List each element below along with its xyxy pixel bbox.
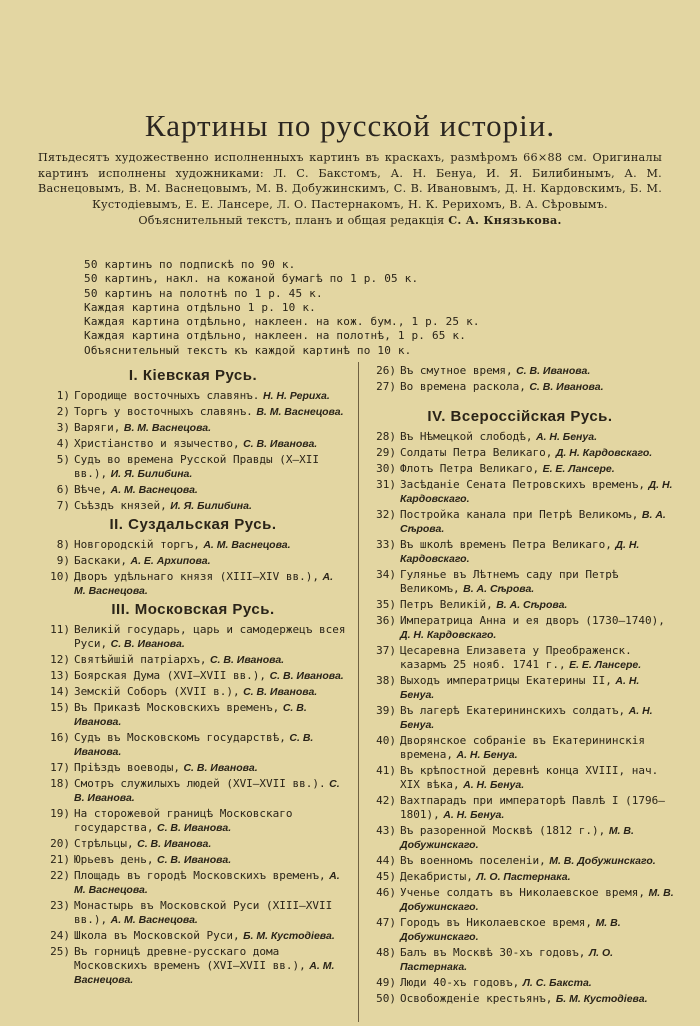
item-number: 33) [376, 538, 396, 551]
list-item [40, 453, 346, 481]
item-author: С. В. Иванова. [74, 702, 307, 728]
item-author: А. Н. Бенуа. [535, 431, 597, 443]
item-author: В. М. Васнецова. [123, 422, 212, 434]
list-item [366, 446, 674, 460]
item-number: 28) [376, 430, 396, 443]
section-list [40, 623, 346, 987]
item-number: 38) [376, 674, 396, 687]
item-author: Н. Н. Рериха. [262, 390, 330, 402]
item-body [74, 669, 346, 683]
item-number: 34) [376, 568, 396, 581]
item-number: 41) [376, 764, 396, 777]
list-item [40, 869, 346, 897]
item-title: Въ лагерѣ Екатерининскихъ солдатъ, [400, 704, 626, 717]
item-author: А. Н. Бенуа. [400, 675, 640, 701]
item-number: 32) [376, 508, 396, 521]
item-body [74, 853, 346, 867]
item-title: На сторожевой границѣ Московскаго государства, [74, 807, 293, 834]
item-title: Декабристы, [400, 870, 473, 883]
list-item [366, 794, 674, 822]
list-item [366, 976, 674, 990]
item-body [400, 946, 674, 974]
item-author: М. В. Добужинскаго. [400, 887, 674, 913]
item-author: С. В. Иванова. [529, 381, 604, 393]
item-author: С. В. Иванова. [183, 762, 258, 774]
price-line: Объяснительный текстъ къ каждой картинѣ по 10 к. [84, 343, 412, 357]
item-number: 26) [376, 364, 396, 377]
item-number: 45) [376, 870, 396, 883]
item-author: А. М. Васнецова. [74, 870, 340, 896]
list-item [40, 405, 346, 419]
item-title: Святѣйшій патріархъ, [74, 653, 207, 666]
item-title: Люди 40-хъ годовъ, [400, 976, 520, 989]
item-number: 31) [376, 478, 396, 491]
item-number: 29) [376, 446, 396, 459]
item-number: 35) [376, 598, 396, 611]
item-title: Школа въ Московской Руси, [74, 929, 240, 942]
right-column [366, 364, 674, 1008]
item-title: Стрѣльцы, [74, 837, 134, 850]
item-body [400, 568, 674, 596]
item-title: Баскаки, [74, 554, 127, 567]
item-author: А. М. Васнецова. [74, 571, 334, 597]
intro-text: Пятьдесятъ художественно исполненныхъ картинъ въ краскахъ, размѣромъ 66×88 см. Оригиналы картинъ исполнены художниками: Л. С. Бакстомъ, А. Н. Бенуа, И. Я. Билибинымъ, А. М. Васнецовымъ, В. М. Васнецовымъ, М. В. Добужинскимъ, С. В. Ивановымъ, Д. Н. Кардовскимъ, Б. М. Кустодiевымъ, Е. Е. Лансере, Л. О. Пастернакомъ, Н. К. Рерихомъ, В. А. Сѣровымъ. [38, 151, 662, 211]
section-title: I. Кіевская Русь. [128, 367, 258, 384]
item-body [400, 704, 674, 732]
item-author: Д. Н. Кардовскаго. [400, 479, 673, 505]
item-author: М. В. Добужинскаго. [400, 917, 621, 943]
item-number: 49) [376, 976, 396, 989]
item-body [400, 976, 674, 990]
list-item [40, 499, 346, 513]
item-author: И. Я. Билибина. [110, 468, 193, 480]
list-item [366, 380, 674, 394]
list-item [40, 437, 346, 451]
item-body [400, 870, 674, 884]
list-item [40, 945, 346, 987]
list-item [40, 669, 346, 683]
list-item [40, 929, 346, 943]
item-body [400, 824, 674, 852]
section-list [366, 364, 674, 394]
item-body [400, 764, 674, 792]
intro-block [38, 150, 662, 229]
list-item [40, 807, 346, 835]
editorial-line [38, 213, 662, 229]
price-line: Каждая картина отдѣльно, наклеен. на кож. бум., 1 р. 25 к. [84, 315, 480, 329]
item-title: Смотръ служилыхъ людей (XVI—XVII вв.). [74, 777, 326, 790]
item-author: Л. С. Бакста. [522, 977, 592, 989]
item-title: Дворъ удѣльнаго князя (XIII—XIV вв.), [74, 570, 320, 583]
item-body [74, 483, 346, 497]
item-author: С. В. Иванова. [516, 365, 591, 377]
item-author: М. В. Добужинскаго. [549, 855, 656, 867]
item-author: Е. Е. Лансере. [569, 659, 642, 671]
list-item [40, 701, 346, 729]
list-item [40, 538, 346, 552]
list-item [366, 462, 674, 476]
item-title: Цесаревна Елизавета у Преображенск. казармъ 25 нояб. 1741 г., [400, 644, 632, 671]
item-body [400, 462, 674, 476]
item-author: Д. Н. Кардовскаго. [400, 629, 497, 641]
item-title: Христіанство и язычество, [74, 437, 240, 450]
item-number: 27) [376, 380, 396, 393]
list-item [366, 644, 674, 672]
item-author: В. А. Сѣрова. [400, 509, 666, 535]
item-author: С. В. Иванова. [243, 438, 318, 450]
price-list [84, 258, 564, 358]
item-title: Вахтпарадъ при императорѣ Павлѣ I (1796—1801), [400, 794, 665, 821]
item-title: Судъ въ Московскомъ государствѣ, [74, 731, 286, 744]
section-list [40, 538, 346, 598]
item-title: Гулянье въ Лѣтнемъ саду при Петрѣ Великомъ, [400, 568, 619, 595]
item-number: 22) [50, 869, 70, 882]
item-author: А. Н. Бенуа. [463, 779, 525, 791]
item-number: 23) [50, 899, 70, 912]
list-item [40, 421, 346, 435]
list-item [40, 389, 346, 403]
item-number: 24) [50, 929, 70, 942]
item-body [74, 554, 346, 568]
list-item [366, 508, 674, 536]
list-item [366, 598, 674, 612]
item-body [400, 430, 674, 444]
item-body [400, 992, 674, 1006]
editor-name: С. А. Князькова. [448, 213, 562, 228]
item-body [400, 380, 674, 394]
page-title: Картины по русской исторiи. [144, 108, 556, 143]
item-body [74, 929, 346, 943]
item-title: Новгородскій торгъ, [74, 538, 200, 551]
item-number: 12) [50, 653, 70, 666]
section-title: IV. Всероссійская Русь. [427, 408, 613, 425]
item-number: 14) [50, 685, 70, 698]
list-item [366, 568, 674, 596]
item-number: 19) [50, 807, 70, 820]
item-author: Л. О. Пастернака. [400, 947, 614, 973]
item-author: А. М. Васнецова. [203, 539, 291, 551]
item-title: Въ смутное время, [400, 364, 513, 377]
item-author: А. М. Васнецова. [74, 960, 335, 986]
list-item [366, 430, 674, 444]
item-author: С. В. Иванова. [110, 638, 185, 650]
item-title: Земскій Соборъ (XVII в.), [74, 685, 240, 698]
item-body [74, 731, 346, 759]
item-author: С. В. Иванова. [269, 670, 344, 682]
item-title: Въ горницѣ древне-русскаго дома Московскихъ временъ (XVI—XVII вв.), [74, 945, 306, 972]
item-body [74, 653, 346, 667]
item-body [400, 886, 674, 914]
item-body [400, 614, 674, 642]
item-title: Въ школѣ временъ Петра Великаго, [400, 538, 612, 551]
list-item [366, 734, 674, 762]
item-title: Площадь въ городѣ Московскихъ временъ, [74, 869, 326, 882]
item-body [400, 644, 674, 672]
column-divider [358, 362, 359, 1022]
item-number: 18) [50, 777, 70, 790]
list-item [40, 777, 346, 805]
list-item [40, 623, 346, 651]
item-body [74, 453, 346, 481]
item-title: Дворянское собраніе въ Екатерининскія времена, [400, 734, 646, 761]
item-number: 48) [376, 946, 396, 959]
list-item [40, 554, 346, 568]
item-title: Во времена раскола, [400, 380, 526, 393]
item-body [400, 734, 674, 762]
item-author: С. В. Иванова. [243, 686, 318, 698]
item-author: С. В. Иванова. [137, 838, 212, 850]
item-body [400, 446, 674, 460]
item-body [74, 837, 346, 851]
item-body [74, 761, 346, 775]
item-number: 13) [50, 669, 70, 682]
item-body [74, 899, 346, 927]
item-author: В. А. Сѣрова. [463, 583, 535, 595]
list-item [40, 853, 346, 867]
item-body [400, 508, 674, 536]
item-body [400, 478, 674, 506]
section-title: III. Московская Русь. [111, 601, 275, 618]
item-number: 16) [50, 731, 70, 744]
list-item [40, 483, 346, 497]
item-title: Торгъ у восточныхъ славянъ. [74, 405, 253, 418]
section-title: II. Суздальская Русь. [109, 516, 277, 533]
price-line: 50 картинъ на полотнѣ по 1 р. 45 к. [84, 286, 323, 300]
item-author: А. Н. Бенуа. [443, 809, 505, 821]
item-number: 5) [56, 453, 70, 466]
item-body [74, 405, 346, 419]
item-number: 6) [56, 483, 70, 496]
item-title: Монастырь въ Московской Руси (XIII—XVII вв.), [74, 899, 333, 926]
price-line: Каждая картина отдѣльно, наклеен. на полотнѣ, 1 р. 65 к. [84, 329, 467, 343]
item-title: Петръ Великій, [400, 598, 493, 611]
list-item [366, 992, 674, 1006]
item-body [400, 794, 674, 822]
item-author: Б. М. Кустодіева. [243, 930, 335, 942]
item-number: 47) [376, 916, 396, 929]
item-body [74, 421, 346, 435]
item-number: 37) [376, 644, 396, 657]
item-title: Ученье солдатъ въ Николаевское время, [400, 886, 646, 899]
item-body [74, 685, 346, 699]
item-body [400, 364, 674, 378]
item-title: Городище восточныхъ славянъ. [74, 389, 260, 402]
item-body [74, 701, 346, 729]
list-item [40, 570, 346, 598]
list-item [366, 886, 674, 914]
item-author: М. В. Добужинскаго. [400, 825, 634, 851]
item-title: Въ крѣпостной деревнѣ конца XVIII, нач. XIX вѣка, [400, 764, 659, 791]
item-author: С. В. Иванова. [156, 854, 232, 866]
list-item [40, 761, 346, 775]
list-item [40, 837, 346, 851]
item-body [74, 499, 346, 513]
item-number: 20) [50, 837, 70, 850]
item-author: И. Я. Билибина. [170, 500, 252, 512]
list-item [366, 870, 674, 884]
item-body [74, 389, 346, 403]
item-author: С. В. Иванова. [156, 822, 232, 834]
item-author: В. М. Васнецова. [256, 406, 344, 418]
price-line: 50 картинъ, накл. на кожаной бумагѣ по 1 р. 05 к. [84, 272, 419, 286]
item-title: Постройка канала при Петрѣ Великомъ, [400, 508, 639, 521]
item-author: А. М. Васнецова. [110, 484, 198, 496]
list-item [366, 916, 674, 944]
item-number: 3) [56, 421, 70, 434]
section-list [366, 430, 674, 1006]
price-line: 50 картинъ по подпискѣ по 90 к. [84, 258, 296, 271]
item-author: Е. Е. Лансере. [542, 463, 615, 475]
item-number: 44) [376, 854, 396, 867]
item-title: Въ Нѣмецкой слободѣ, [400, 430, 533, 443]
list-item [40, 731, 346, 759]
item-number: 8) [56, 538, 70, 551]
item-author: В. А. Сѣрова. [496, 599, 568, 611]
item-number: 21) [50, 853, 70, 866]
item-number: 43) [376, 824, 396, 837]
item-title: Судъ во времена Русской Правды (X—XII вв.), [74, 453, 320, 480]
item-number: 30) [376, 462, 396, 475]
item-body [74, 777, 346, 805]
item-number: 15) [50, 701, 70, 714]
item-number: 40) [376, 734, 396, 747]
item-author: Д. Н. Кардовскаго. [400, 539, 640, 565]
item-body [74, 623, 346, 651]
editorial-prefix: Объяснительный текстъ, планъ и общая редакцiя [138, 214, 445, 228]
item-body [400, 854, 674, 868]
item-title: Выходъ императрицы Екатерины II, [400, 674, 612, 687]
item-number: 7) [56, 499, 70, 512]
item-author: А. Н. Бенуа. [456, 749, 518, 761]
item-title: Боярская Дума (XVI—XVII вв.), [74, 669, 267, 682]
item-number: 25) [50, 945, 70, 958]
item-number: 11) [50, 623, 70, 636]
item-author: А. Е. Архипова. [130, 555, 211, 567]
item-author: С. В. Иванова. [74, 778, 340, 804]
item-title: Засѣданіе Сената Петровскихъ временъ, [400, 478, 646, 491]
item-title: Въ военномъ поселеніи, [400, 854, 546, 867]
item-author: Д. Н. Кардовскаго. [555, 447, 653, 459]
list-item [366, 538, 674, 566]
item-body [400, 916, 674, 944]
item-title: Императрица Анна и ея дворъ (1730—1740), [400, 614, 665, 627]
section-list [40, 389, 346, 513]
item-body [74, 945, 346, 987]
item-number: 17) [50, 761, 70, 774]
item-author: Б. М. Кустодіева. [555, 993, 648, 1005]
item-body [400, 538, 674, 566]
list-item [40, 653, 346, 667]
item-number: 9) [56, 554, 70, 567]
item-number: 36) [376, 614, 396, 627]
price-line: Каждая картина отдѣльно 1 р. 10 к. [84, 300, 316, 314]
item-number: 42) [376, 794, 396, 807]
item-body [74, 869, 346, 897]
item-author: С. В. Иванова. [209, 654, 285, 666]
item-title: Балъ въ Москвѣ 30-хъ годовъ, [400, 946, 586, 959]
list-item [40, 899, 346, 927]
item-number: 46) [376, 886, 396, 899]
item-author: С. В. Иванова. [74, 732, 314, 758]
list-item [366, 364, 674, 378]
item-body [74, 437, 346, 451]
item-author: Л. О. Пастернака. [476, 871, 571, 883]
list-item [366, 674, 674, 702]
item-author: А. М. Васнецова. [110, 914, 198, 926]
item-number: 50) [376, 992, 396, 1005]
item-title: Въ Приказѣ Московскихъ временъ, [74, 701, 280, 714]
item-title: Городъ въ Николаевское время, [400, 916, 593, 929]
item-body [400, 674, 674, 702]
item-number: 39) [376, 704, 396, 717]
item-body [74, 570, 346, 598]
item-title: Освобожденіе крестьянъ, [400, 992, 553, 1005]
item-title: Пріѣздъ воеводы, [74, 761, 180, 774]
list-item [366, 764, 674, 792]
item-number: 10) [50, 570, 70, 583]
item-number: 4) [56, 437, 70, 450]
left-column [40, 364, 346, 989]
list-item [366, 854, 674, 868]
item-title: Солдаты Петра Великаго, [400, 446, 553, 459]
list-item [366, 478, 674, 506]
item-title: Съѣздъ князей, [74, 499, 167, 512]
item-title: Великій государь, царь и самодержецъ всея Руси, [74, 623, 346, 650]
item-author: А. Н. Бенуа. [400, 705, 653, 731]
item-title: Варяги, [74, 421, 121, 434]
item-title: Въ разоренной Москвѣ (1812 г.), [400, 824, 606, 837]
list-item [366, 946, 674, 974]
item-number: 2) [56, 405, 70, 418]
item-number: 1) [56, 389, 70, 402]
item-body [74, 538, 346, 552]
item-body [400, 598, 674, 612]
item-title: Вѣче, [74, 483, 108, 496]
list-item [366, 614, 674, 642]
list-item [366, 704, 674, 732]
list-item [40, 685, 346, 699]
list-item [366, 824, 674, 852]
item-title: Юрьевъ день, [74, 853, 154, 866]
item-body [74, 807, 346, 835]
item-title: Флотъ Петра Великаго, [400, 462, 540, 475]
